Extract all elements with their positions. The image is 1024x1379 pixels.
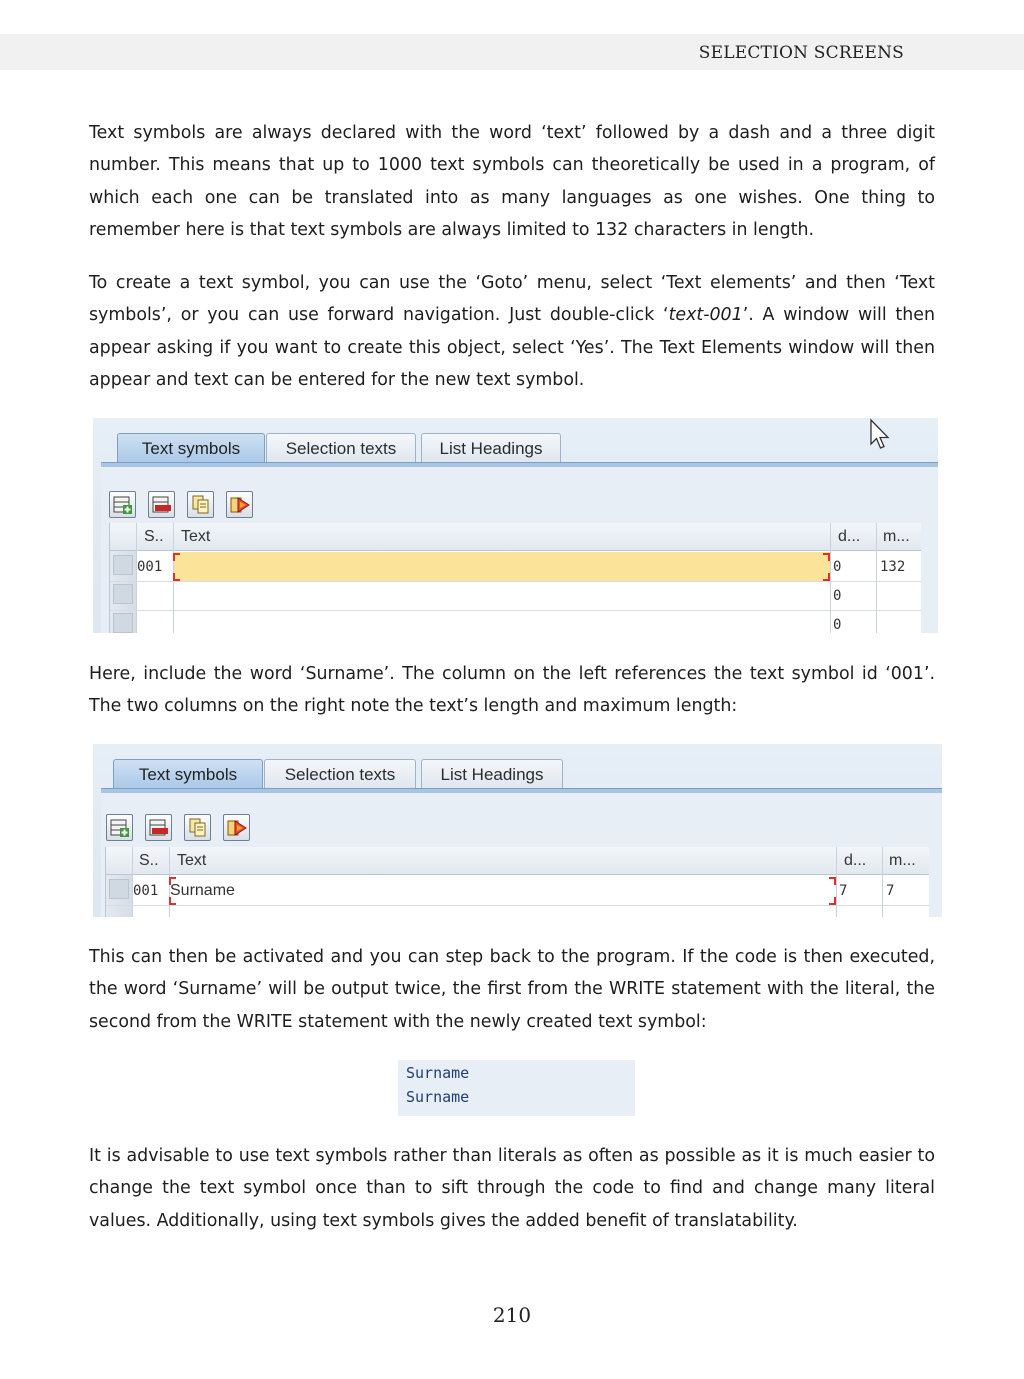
grid-divider bbox=[836, 847, 837, 917]
row-selector[interactable] bbox=[109, 879, 129, 899]
column-header-max-length[interactable]: m... bbox=[889, 852, 916, 869]
insert-row-button[interactable] bbox=[106, 814, 133, 841]
grid-divider bbox=[882, 847, 883, 917]
row-selector-column bbox=[110, 551, 136, 633]
column-header-text[interactable]: Text bbox=[177, 852, 207, 869]
paragraph-advice: It is advisable to use text symbols rather than literals as often as possible as it is much easier to change the text symbol once than to sift through the code to find and change many literal values. Additionally, using text symbols gives the added benefit of translatability. bbox=[89, 1146, 935, 1231]
text-symbols-grid bbox=[105, 847, 929, 917]
grid-divider bbox=[876, 523, 877, 633]
delete-row-icon bbox=[148, 817, 170, 839]
tabstrip bbox=[93, 744, 942, 788]
output-line: Surname bbox=[406, 1064, 470, 1082]
insert-row-icon bbox=[109, 817, 131, 839]
row-defined-length: 0 bbox=[833, 559, 842, 575]
translate-button[interactable] bbox=[226, 491, 253, 518]
row-selector[interactable] bbox=[113, 613, 133, 633]
delete-row-button[interactable] bbox=[145, 814, 172, 841]
grid-header bbox=[110, 523, 921, 551]
row-selector[interactable] bbox=[113, 584, 133, 604]
row-defined-length: 0 bbox=[833, 617, 842, 633]
text-symbols-grid bbox=[109, 523, 921, 633]
column-header-symbol[interactable]: S.. bbox=[144, 528, 164, 545]
text-elements-screenshot-empty bbox=[93, 418, 938, 633]
grid-divider bbox=[136, 523, 137, 633]
delete-row-icon bbox=[151, 494, 173, 516]
copy-button[interactable] bbox=[187, 491, 214, 518]
translate-button[interactable] bbox=[223, 814, 250, 841]
column-header-defined-length[interactable]: d... bbox=[838, 528, 861, 545]
paragraph-text-symbols-intro: Text symbols are always declared with the word ‘text’ followed by a dash and a three digit number. This means that up to 1000 text symbols can theoretically be used in a program, of which each one can be translated into as many languages as one wishes. One thing to remember here is that text symbols are always limited to 132 characters in length. bbox=[89, 123, 935, 240]
row-defined-length: 7 bbox=[839, 883, 848, 899]
page-number: 210 bbox=[492, 1303, 532, 1327]
row-max-length: 7 bbox=[886, 883, 895, 899]
tab-text-symbols[interactable]: Text symbols bbox=[113, 759, 263, 789]
grid-row-divider bbox=[110, 581, 921, 582]
running-header-title: SELECTION SCREENS bbox=[698, 43, 904, 63]
paragraph-create-text-symbol bbox=[89, 267, 935, 396]
tab-list-headings[interactable]: List Headings bbox=[421, 433, 561, 463]
running-header bbox=[0, 34, 1024, 70]
grid-row-divider bbox=[110, 610, 921, 611]
row-symbol-id: 001 bbox=[133, 883, 159, 899]
column-header-defined-length[interactable]: d... bbox=[844, 852, 867, 869]
text-input-highlight bbox=[174, 552, 830, 581]
text-symbol-input[interactable]: Surname bbox=[170, 882, 235, 899]
copy-button[interactable] bbox=[184, 814, 211, 841]
tab-selection-texts[interactable]: Selection texts bbox=[266, 433, 416, 463]
mouse-cursor-icon bbox=[867, 418, 891, 452]
row-defined-length: 0 bbox=[833, 588, 842, 604]
insert-row-icon bbox=[112, 494, 134, 516]
insert-row-button[interactable] bbox=[109, 491, 136, 518]
row-selector-column bbox=[106, 875, 132, 917]
paragraph-part: To create a text symbol, you can use the ‘Goto’ menu, select ‘Text elements’ and then ‘Text symbols’, or you can use forward navigation. Just double-click ‘ bbox=[89, 273, 935, 326]
tab-text-symbols[interactable]: Text symbols bbox=[117, 433, 265, 463]
translate-icon bbox=[226, 817, 248, 839]
field-focus-mark bbox=[823, 553, 830, 561]
grid-divider bbox=[830, 523, 831, 633]
column-header-max-length[interactable]: m... bbox=[883, 528, 910, 545]
translate-icon bbox=[229, 494, 251, 516]
grid-row-divider bbox=[106, 905, 929, 906]
paragraph-part: ’. A window will then appear asking if you want to create this object, select ‘Yes’. The Text Elements window will then appear and text can be entered for the new text symbol. bbox=[89, 305, 935, 390]
delete-row-button[interactable] bbox=[148, 491, 175, 518]
text-elements-screenshot-filled bbox=[93, 744, 942, 917]
tab-selection-texts[interactable]: Selection texts bbox=[264, 759, 416, 789]
paragraph-activate-and-run: This can then be activated and you can step back to the program. If the code is then executed, the word ‘Surname’ will be output twice, the first from the WRITE statement with the literal, the second from the WRITE statement with the newly created text symbol: bbox=[89, 947, 935, 1032]
field-focus-mark bbox=[173, 573, 180, 581]
row-selector[interactable] bbox=[113, 555, 133, 575]
field-focus-mark bbox=[823, 573, 830, 581]
copy-icon bbox=[190, 494, 212, 516]
column-header-text[interactable]: Text bbox=[181, 528, 211, 545]
program-output bbox=[398, 1060, 635, 1116]
column-header-symbol[interactable]: S.. bbox=[139, 852, 159, 869]
row-symbol-id: 001 bbox=[137, 559, 163, 575]
paragraph-include-surname: Here, include the word ‘Surname’. The column on the left references the text symbol id ‘001’. The two columns on the right note the text’s length and maximum length: bbox=[89, 664, 935, 717]
grid-header bbox=[106, 847, 929, 875]
copy-icon bbox=[187, 817, 209, 839]
code-reference-text-001: text-001 bbox=[668, 305, 743, 326]
output-line: Surname bbox=[406, 1088, 470, 1106]
field-focus-mark bbox=[173, 553, 180, 561]
field-focus-mark bbox=[829, 877, 836, 885]
row-max-length: 132 bbox=[880, 559, 906, 575]
grid-divider bbox=[132, 847, 133, 917]
tabstrip bbox=[93, 418, 938, 462]
field-focus-mark bbox=[829, 897, 836, 905]
tab-list-headings[interactable]: List Headings bbox=[421, 759, 563, 789]
